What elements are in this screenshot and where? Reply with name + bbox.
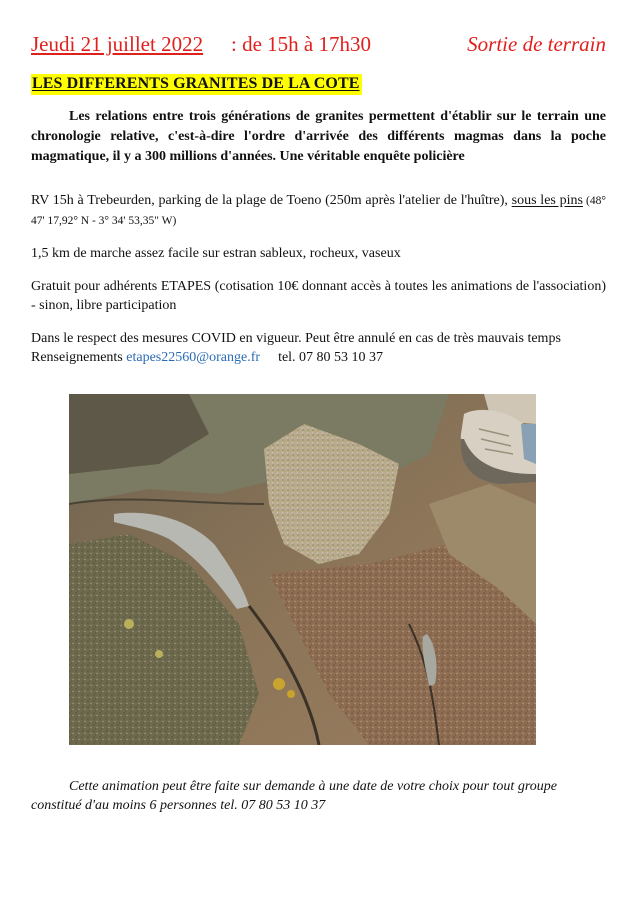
- gps-coordinates: (48° 47' 17,92° N - 3° 34' 53,35" W): [31, 195, 606, 227]
- event-type: Sortie de terrain: [467, 32, 606, 56]
- granite-rock-photo: [69, 394, 536, 745]
- event-date: Jeudi 21 juillet 2022: [31, 32, 204, 56]
- rendezvous-paragraph: [31, 191, 606, 231]
- event-time: : de 15h à 17h30: [231, 32, 371, 56]
- contact-email-link[interactable]: etapes22560@orange.fr: [126, 350, 261, 365]
- rendezvous-text: RV 15h à Trebeurden, parking de la plage de Toeno (250m après l'atelier de l'huître),: [31, 193, 512, 208]
- rendezvous-location: sous les pins: [511, 193, 583, 208]
- covid-text: Dans le respect des mesures COVID en vigueur. Peut être annulé en cas de très mauvais temps: [31, 331, 561, 346]
- walk-paragraph: 1,5 km de marche assez facile sur estran sableux, rocheux, vaseux: [31, 246, 401, 261]
- event-header: [31, 32, 606, 60]
- covid-paragraph: [31, 329, 606, 367]
- contact-label: Renseignements: [31, 350, 127, 365]
- contact-phone: tel. 07 80 53 10 37: [278, 350, 384, 365]
- page-title: LES DIFFERENTS GRANITES DE LA COTE: [31, 74, 362, 95]
- footer-note: Cette animation peut être faite sur demande à une date de votre choix pour tout groupe constitué d'au moins 6 personnes tel. 07 80 53 10 37: [31, 779, 557, 813]
- intro-paragraph: Les relations entre trois générations de granites permettent d'établir sur le terrain une chronologie relative, c'est-à-dire l'ordre d'arrivée des différents magmas dans la poche magmatique, il y a 300 millions d'années. Une véritable enquête policière: [31, 109, 606, 164]
- pricing-paragraph: Gratuit pour adhérents ETAPES (cotisation 10€ donnant accès à toutes les animations de l'association) - sinon, libre participation: [31, 279, 606, 313]
